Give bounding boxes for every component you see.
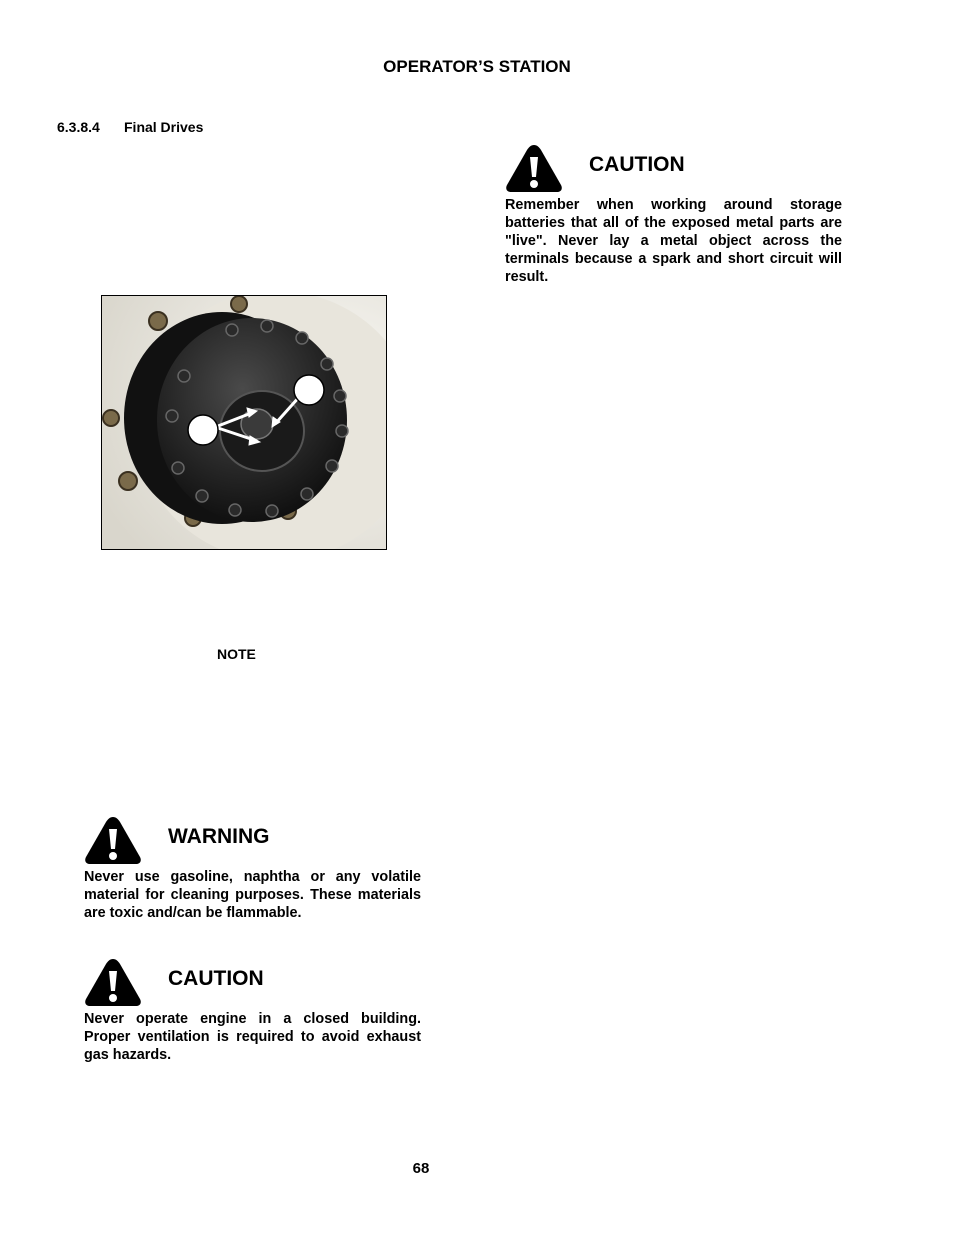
warning-triangle-icon	[84, 957, 142, 1007]
note-label: NOTE	[217, 646, 256, 662]
caution-text: Never operate engine in a closed building. Proper ventilation is required to avoid exhaust gas hazards.	[84, 1011, 421, 1063]
section-heading	[57, 119, 203, 135]
page-header: OPERATOR’S STATION	[383, 57, 571, 76]
warning-triangle-icon	[84, 815, 142, 865]
warning-triangle-icon	[505, 143, 563, 193]
caution-ventilation	[84, 957, 421, 1072]
caution-title: CAUTION	[589, 153, 685, 176]
section-number: 6.3.8.4	[57, 119, 100, 135]
final-drive-photo	[101, 295, 387, 550]
warning-text: Never use gasoline, naphtha or any volatile material for cleaning purposes. These materials are toxic and/can be flammable.	[84, 869, 421, 921]
warning-cleaning	[84, 815, 421, 930]
warning-title: WARNING	[168, 825, 270, 848]
caution-text: Remember when working around storage batteries that all of the exposed metal parts are "live". Never lay a metal object across the terminals because a spark and short circuit will result.	[505, 197, 842, 285]
page-number: 68	[412, 1160, 430, 1177]
section-title: Final Drives	[124, 119, 204, 135]
caution-title: CAUTION	[168, 967, 264, 990]
caution-batteries	[505, 143, 842, 293]
